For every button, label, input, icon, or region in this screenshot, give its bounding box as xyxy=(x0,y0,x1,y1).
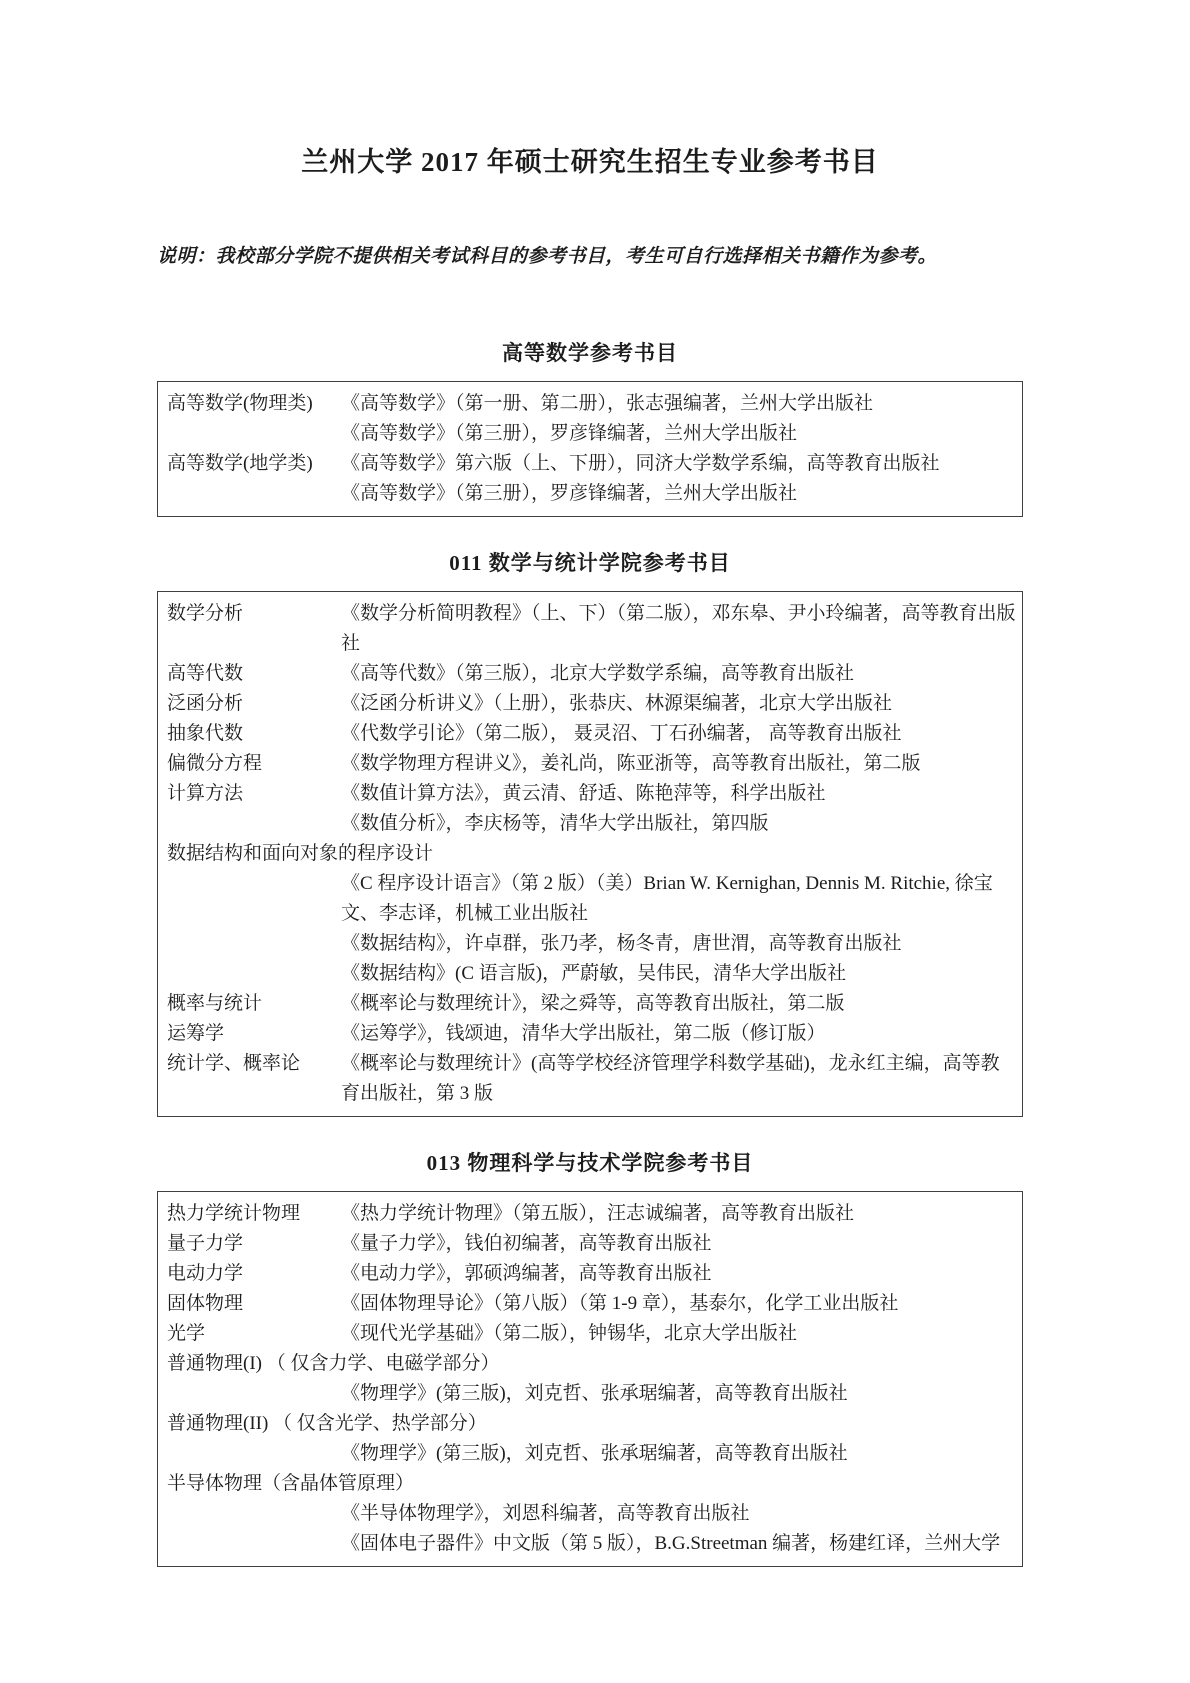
table-row xyxy=(158,1019,1022,1049)
table-row xyxy=(158,1379,1022,1409)
subject-label: 普通物理(II) （ 仅含光学、热学部分） xyxy=(167,1413,487,1434)
subject-label: 计算方法 xyxy=(167,783,244,804)
subject-label: 泛函分析 xyxy=(167,693,244,714)
reference-table xyxy=(157,381,1023,517)
table-row xyxy=(158,809,1022,839)
table-row xyxy=(158,599,1022,659)
table-row xyxy=(158,1259,1022,1289)
book-reference: 《量子力学》，钱伯初编著，高等教育出版社 xyxy=(341,1233,712,1254)
book-reference: 《物理学》(第三版)，刘克哲、张承琚编著，高等教育出版社 xyxy=(341,1443,848,1464)
book-reference: 《数据结构》(C 语言版)，严蔚敏，吴伟民，清华大学出版社 xyxy=(341,963,847,984)
subject-label: 光学 xyxy=(167,1323,206,1344)
sections-container xyxy=(157,337,1023,1567)
book-reference: 《数值计算方法》，黄云清、舒适、陈艳萍等，科学出版社 xyxy=(341,783,826,804)
reference-table xyxy=(157,1191,1023,1567)
book-reference: 《半导体物理学》，刘恩科编著，高等教育出版社 xyxy=(341,1503,750,1524)
section-heading: 013 物理科学与技术学院参考书目 xyxy=(426,1151,754,1175)
subject-label: 高等数学(地学类) xyxy=(167,453,313,474)
book-reference: 《泛函分析讲义》（上册），张恭庆、林源渠编著，北京大学出版社 xyxy=(341,693,893,714)
subject-label: 高等代数 xyxy=(167,663,244,684)
subject-label: 偏微分方程 xyxy=(167,753,263,774)
book-reference: 《概率论与数理统计》(高等学校经济管理学科数学基础)，龙永红主编，高等教育出版社，第 3 版 xyxy=(341,1053,1000,1104)
subject-label: 抽象代数 xyxy=(167,723,244,744)
book-reference: 《概率论与数理统计》，梁之舜等，高等教育出版社，第二版 xyxy=(341,993,845,1014)
table-row xyxy=(158,719,1022,749)
subject-label: 电动力学 xyxy=(167,1263,244,1284)
table-row xyxy=(158,1439,1022,1469)
subject-label: 量子力学 xyxy=(167,1233,244,1254)
book-reference: 《高等数学》第六版（上、下册），同济大学数学系编，高等教育出版社 xyxy=(341,453,940,474)
book-reference: 《固体物理导论》（第八版）（第 1-9 章），基泰尔，化学工业出版社 xyxy=(341,1293,899,1314)
table-row xyxy=(158,869,1022,929)
table-row xyxy=(158,1349,1022,1379)
book-reference: 《数值分析》，李庆杨等，清华大学出版社，第四版 xyxy=(341,813,769,834)
book-reference: 《高等数学》（第一册、第二册），张志强编著，兰州大学出版社 xyxy=(341,393,874,414)
book-reference: 《现代光学基础》（第二版），钟锡华，北京大学出版社 xyxy=(341,1323,798,1344)
subject-label: 普通物理(I) （ 仅含力学、电磁学部分） xyxy=(167,1353,500,1374)
table-row xyxy=(158,749,1022,779)
table-row xyxy=(158,1529,1022,1559)
table-row xyxy=(158,1229,1022,1259)
table-row xyxy=(158,689,1022,719)
subject-label: 统计学、概率论 xyxy=(167,1053,301,1074)
book-reference: 《物理学》(第三版)，刘克哲、张承琚编著，高等教育出版社 xyxy=(341,1383,848,1404)
book-reference: 《高等代数》（第三版），北京大学数学系编，高等教育出版社 xyxy=(341,663,855,684)
reference-section-2 xyxy=(157,1147,1023,1567)
table-row xyxy=(158,1499,1022,1529)
book-reference: 《热力学统计物理》（第五版），汪志诚编著，高等教育出版社 xyxy=(341,1203,855,1224)
subject-label: 半导体物理（含晶体管原理） xyxy=(167,1473,415,1494)
subject-label: 运筹学 xyxy=(167,1023,225,1044)
table-row xyxy=(158,1289,1022,1319)
table-row xyxy=(158,1319,1022,1349)
book-reference: 《固体电子器件》中文版（第 5 版），B.G.Streetman 编著，杨建红译，兰州大学 xyxy=(341,1533,1001,1554)
table-row xyxy=(158,779,1022,809)
subject-label: 固体物理 xyxy=(167,1293,244,1314)
table-row xyxy=(158,929,1022,959)
table-row xyxy=(158,389,1022,419)
table-row xyxy=(158,1469,1022,1499)
book-reference: 《运筹学》，钱颂迪，清华大学出版社，第二版（修订版） xyxy=(341,1023,826,1044)
table-row xyxy=(158,659,1022,689)
subject-label: 热力学统计物理 xyxy=(167,1203,301,1224)
table-row xyxy=(158,449,1022,479)
book-reference: 《数学物理方程讲义》，姜礼尚，陈亚浙等，高等教育出版社，第二版 xyxy=(341,753,921,774)
table-row xyxy=(158,1049,1022,1109)
reference-section-1 xyxy=(157,547,1023,1117)
subject-label: 数学分析 xyxy=(167,603,244,624)
reference-section-0 xyxy=(157,337,1023,517)
subject-label: 数据结构和面向对象的程序设计 xyxy=(167,843,434,864)
table-row xyxy=(158,839,1022,869)
table-row xyxy=(158,1199,1022,1229)
book-reference: 《电动力学》，郭硕鸿编著，高等教育出版社 xyxy=(341,1263,712,1284)
book-reference: 《数据结构》，许卓群，张乃孝，杨冬青，唐世渭，高等教育出版社 xyxy=(341,933,902,954)
subject-label: 概率与统计 xyxy=(167,993,263,1014)
table-row xyxy=(158,479,1022,509)
page-title: 兰州大学 2017 年硕士研究生招生专业参考书目 xyxy=(301,147,879,177)
reference-table xyxy=(157,591,1023,1117)
section-heading: 011 数学与统计学院参考书目 xyxy=(449,551,731,575)
note-paragraph: 说明：我校部分学院不提供相关考试科目的参考书目，考生可自行选择相关书籍作为参考。 xyxy=(157,246,938,267)
table-row xyxy=(158,989,1022,1019)
book-reference: 《代数学引论》（第二版）， 聂灵沼、丁石孙编著， 高等教育出版社 xyxy=(341,723,902,744)
book-reference: 《C 程序设计语言》（第 2 版）（美）Brian W. Kernighan, Dennis M. Ritchie, 徐宝文、李志译，机械工业出版社 xyxy=(341,873,993,924)
subject-label: 高等数学(物理类) xyxy=(167,393,313,414)
book-reference: 《高等数学》（第三册），罗彦锋编著，兰州大学出版社 xyxy=(341,483,798,504)
book-reference: 《高等数学》（第三册），罗彦锋编著，兰州大学出版社 xyxy=(341,423,798,444)
table-row xyxy=(158,1409,1022,1439)
section-heading: 高等数学参考书目 xyxy=(502,341,678,365)
book-reference: 《数学分析简明教程》（上、下）（第二版），邓东皋、尹小玲编著，高等教育出版社 xyxy=(341,603,1016,654)
table-row xyxy=(158,959,1022,989)
document-content xyxy=(157,0,1023,1567)
table-row xyxy=(158,419,1022,449)
